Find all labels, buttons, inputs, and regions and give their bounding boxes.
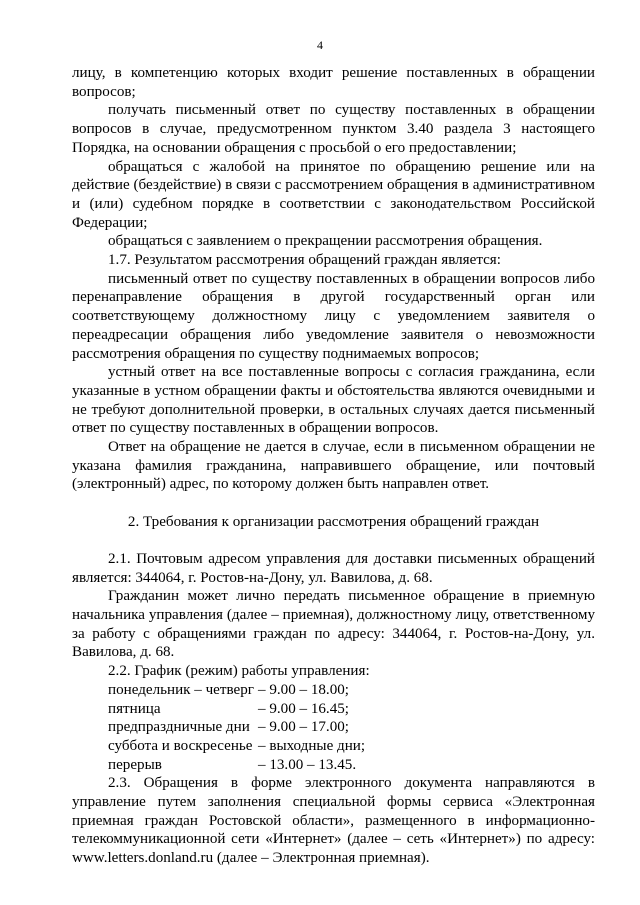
paragraph: 2.3. Обращения в форме электронного документа направляются в управление путем заполнения специальной формы сервиса «Электронная приемная граждан Ростовской области», размещенного в информационно-телекоммуникационной сети «Интернет» (далее – сеть «Интернет») по адресу: www.letters.donland.ru (далее – Электронная приемная). xyxy=(72,775,595,867)
schedule-day: перерыв xyxy=(108,756,162,773)
paragraph: обращаться с жалобой на принятое по обращению решение или на действие (бездействие) в связи с рассмотрением обращения в административном и (или) судебном порядке в соответствии с законодательством Российской Федерации; xyxy=(72,158,595,231)
schedule-day: суббота и воскресенье xyxy=(108,737,253,754)
work-schedule xyxy=(72,681,595,775)
schedule-row xyxy=(72,756,595,775)
rights-and-results-section xyxy=(72,64,595,494)
section-heading: 2. Требования к организации рассмотрения обращений граждан xyxy=(127,514,540,531)
schedule-row xyxy=(72,681,595,700)
schedule-row xyxy=(72,718,595,737)
paragraph: получать письменный ответ по существу поставленных в обращении вопросов в случае, предусмотренном пунктом 3.40 раздела 3 настоящего Порядка, на основании обращения с просьбой о его предоставлении; xyxy=(72,102,595,156)
schedule-day: предпраздничные дни xyxy=(108,719,250,736)
paragraph: 2.2. График (режим) работы управления: xyxy=(108,663,370,680)
paragraph: 2.1. Почтовым адресом управления для доставки письменных обращений является: 344064, г. Ростов-на-Дону, ул. Вавилова, д. 68. xyxy=(72,550,595,586)
paragraph: Ответ на обращение не дается в случае, если в письменном обращении не указана фамилия гражданина, направившего обращение, или почтовый (электронный) адрес, по которому должен быть направлен ответ. xyxy=(72,439,595,493)
paragraph: письменный ответ по существу поставленных в обращении вопросов либо перенаправление обращения в другой государственный орган или соответствующему должностному лицу с уведомлением заявителя о переадресации обращения либо уведомление заявителя о невозможности рассмотрения обращения по существу поднимаемых вопросов; xyxy=(72,270,595,362)
schedule-day: понедельник – четверг xyxy=(108,681,254,698)
paragraph: 1.7. Результатом рассмотрения обращений граждан является: xyxy=(108,252,501,269)
paragraph: устный ответ на все поставленные вопросы с согласия гражданина, если указанные в устном обращении факты и обстоятельства являются очевидными и не требуют дополнительной проверки, в остальных случаях дается письменный ответ по существу поставленных в обращении вопросов. xyxy=(72,364,595,437)
schedule-time: – выходные дни; xyxy=(258,737,366,754)
schedule-day: пятница xyxy=(108,700,161,717)
schedule-row xyxy=(72,737,595,756)
schedule-row xyxy=(72,700,595,719)
paragraph: лицу, в компетенцию которых входит решение поставленных в обращении вопросов; xyxy=(72,65,595,100)
paragraph: Гражданин может лично передать письменное обращение в приемную начальника управления (далее – приемная), должностному лицу, ответственному за работу с обращениями граждан по адресу: 344064, г. Ростов-на-Дону, ул. Вавилова, д. 68. xyxy=(72,588,595,661)
schedule-time: – 9.00 – 18.00; xyxy=(258,681,349,698)
schedule-time: – 9.00 – 16.45; xyxy=(258,700,349,717)
paragraph: обращаться с заявлением о прекращении рассмотрения обращения. xyxy=(108,233,543,250)
requirements-section xyxy=(72,550,595,868)
schedule-time: – 13.00 – 13.45. xyxy=(258,756,357,773)
schedule-time: – 9.00 – 17.00; xyxy=(258,719,349,736)
page-number: 4 xyxy=(317,38,323,52)
document-body xyxy=(72,64,595,868)
